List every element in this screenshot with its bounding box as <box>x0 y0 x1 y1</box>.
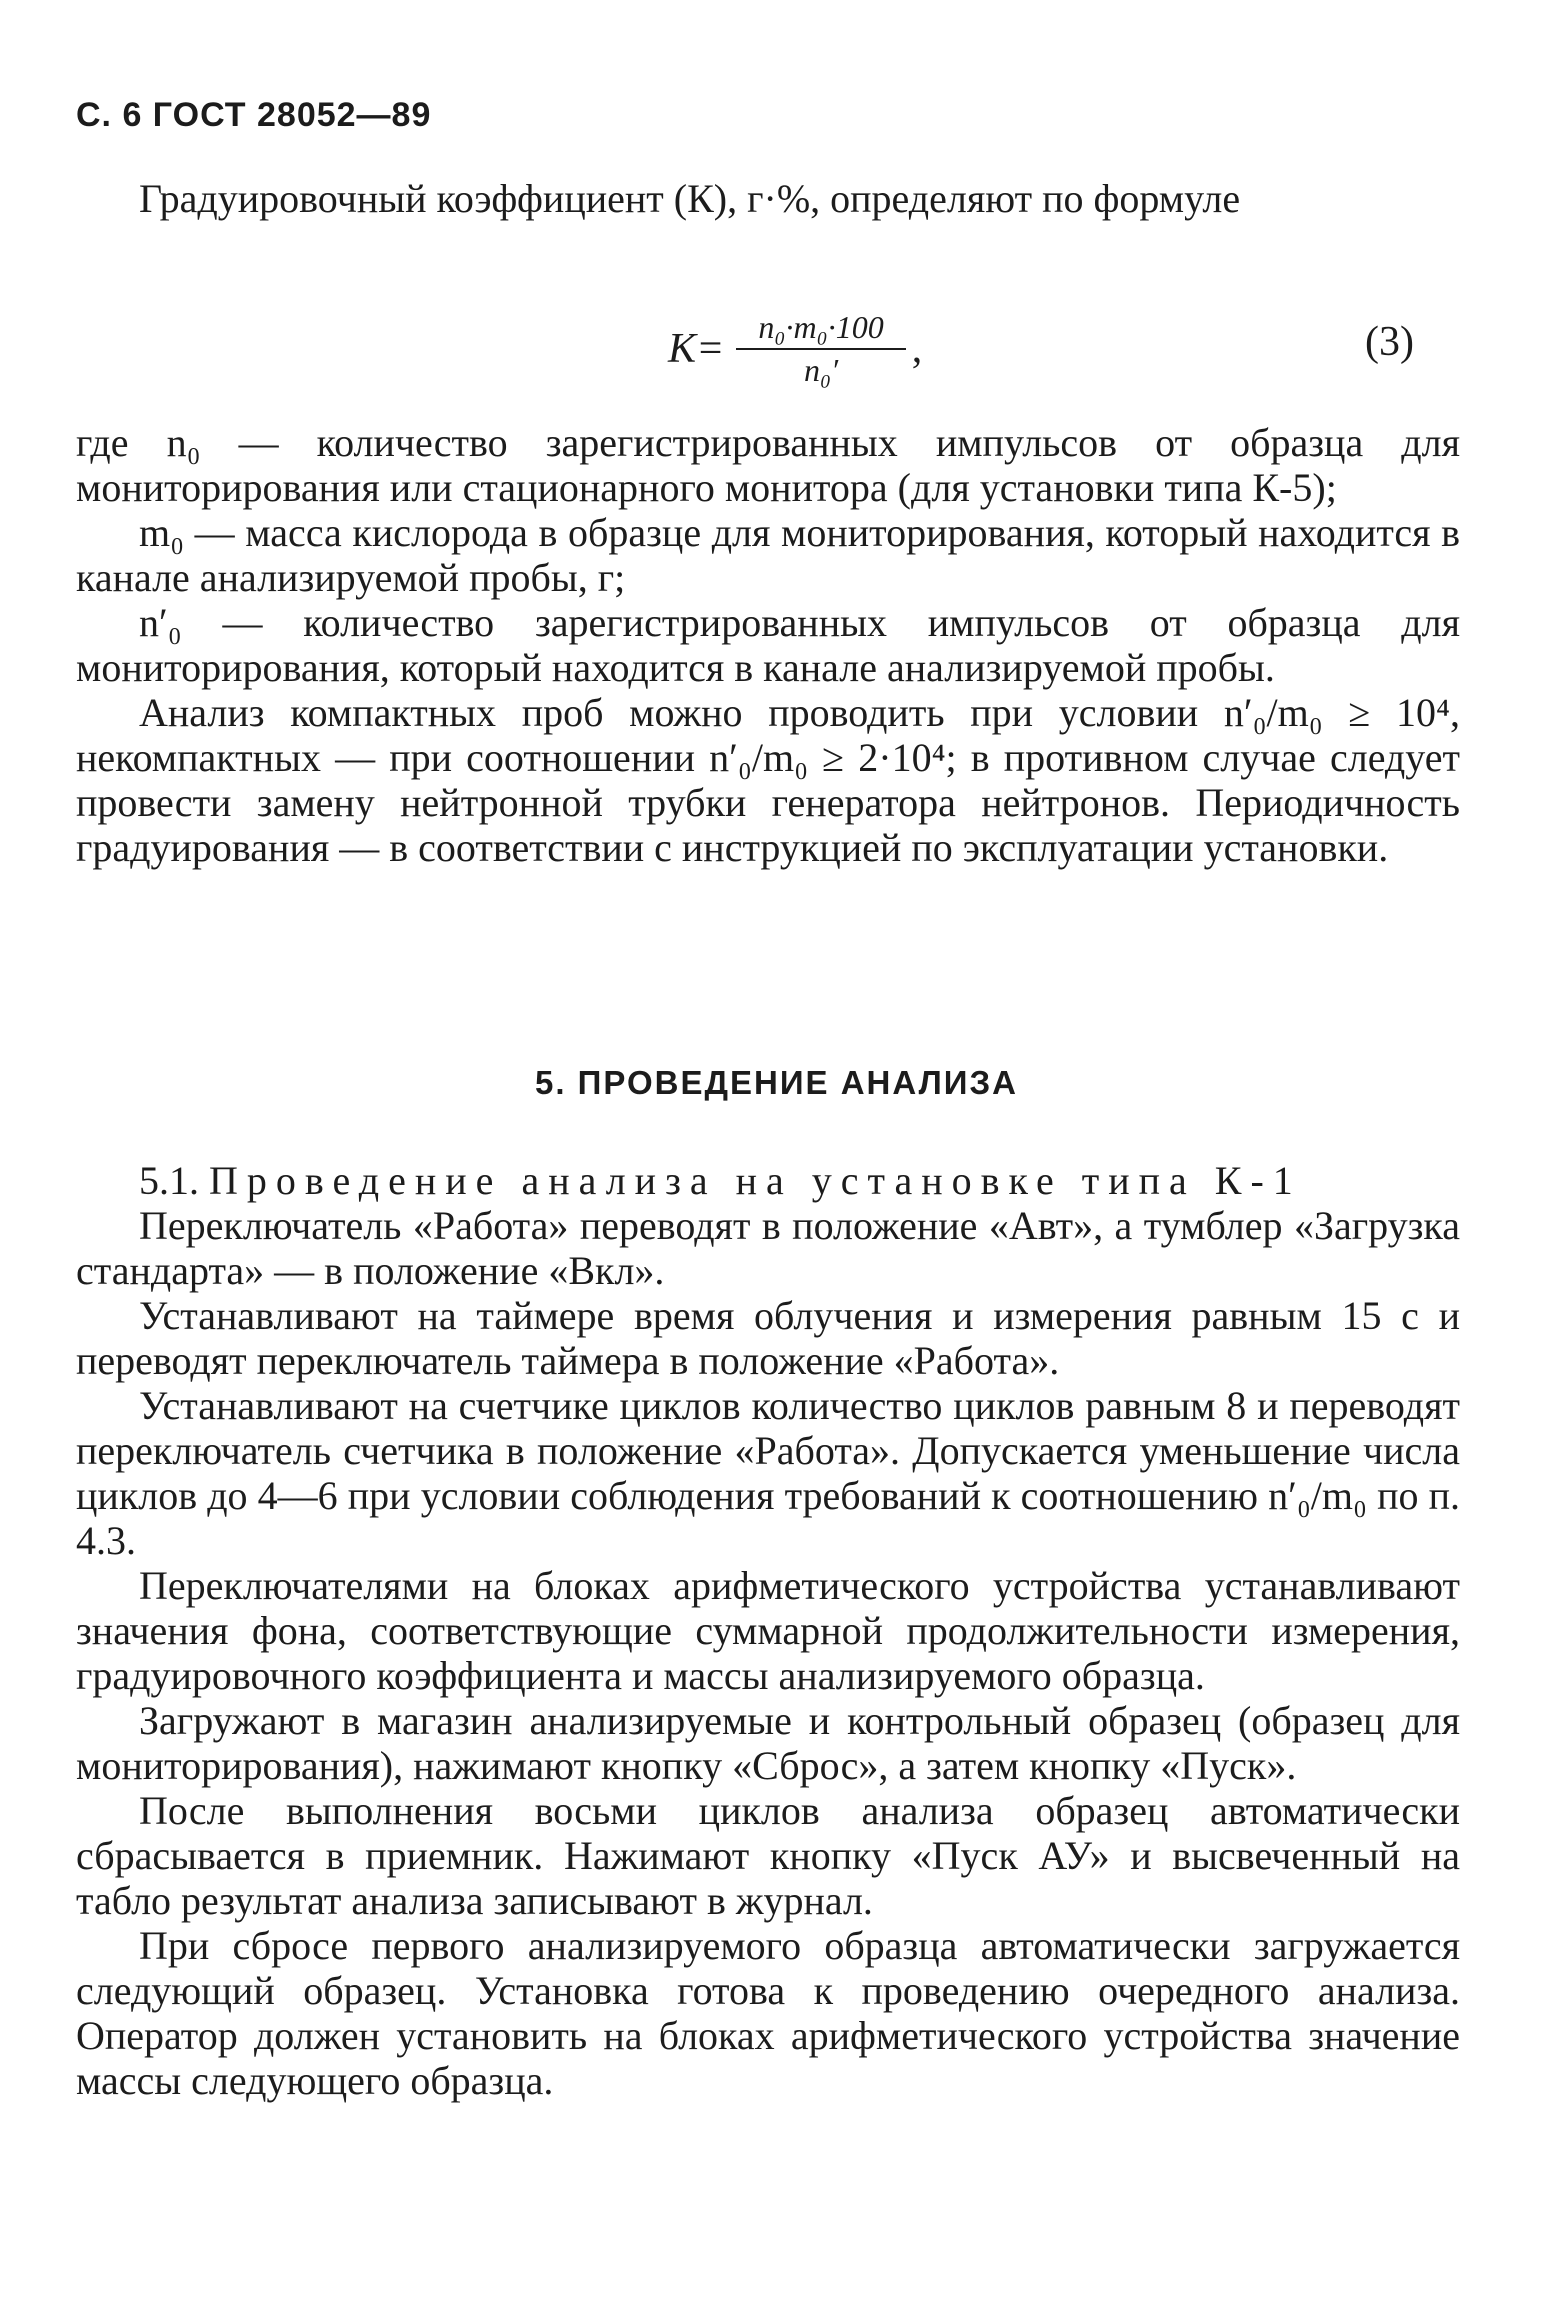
formula-block <box>76 296 1460 416</box>
definitions-block <box>76 420 1460 870</box>
paragraph: После выполнения восьми циклов анализа образец автоматически сбрасывается в приемник. Нажимают кнопку «Пуск АУ» и высвеченный на табло результат анализа записывают в журнал. <box>76 1788 1460 1923</box>
definition-n0-prime: n′₀ — количество зарегистрированных импульсов от образца для мониторирования, который находится в канале анализируемой пробы. <box>76 600 1460 690</box>
paragraph: При сбросе первого анализируемого образца автоматически загружается следующий образец. Установка готова к проведению очередного анализа. Оператор должен установить на блоках арифметического устройства значение массы следующего образца. <box>76 1923 1460 2103</box>
subsection-number: 5.1. <box>139 1158 199 1203</box>
paragraph: Устанавливают на счетчике циклов количество циклов равным 8 и переводят переключатель счетчика в положение «Работа». Допускается уменьшение числа циклов до 4—6 при условии соблюдения требований к соотношению n′₀/m₀ по п. 4.3. <box>76 1383 1460 1563</box>
formula-trailing: , <box>911 326 923 372</box>
section-heading: 5. ПРОВЕДЕНИЕ АНАЛИЗА <box>534 1064 1019 1101</box>
formula-denominator: n₀′ <box>803 352 839 388</box>
formula <box>668 308 922 390</box>
paragraph: Устанавливают на таймере время облучения и измерения равным 15 с и переводят переключатель таймера в положение «Работа». <box>76 1293 1460 1383</box>
paragraph: Переключатель «Работа» переводят в положение «Авт», а тумблер «Загрузка стандарта» — в положение «Вкл». <box>76 1203 1460 1293</box>
equation-number: (3) <box>1365 319 1414 365</box>
formula-fraction <box>736 308 905 390</box>
subsection-title: Проведение анализа на установке типа К-1 <box>209 1158 1302 1203</box>
definition-n0: где n₀ — количество зарегистрированных импульсов от образца для мониторирования или стационарного монитора (для установки типа К-5); <box>76 420 1460 510</box>
paragraph: Загружают в магазин анализируемые и контрольный образец (образец для мониторирования), нажимают кнопку «Сброс», а затем кнопку «Пуск». <box>76 1698 1460 1788</box>
definition-m0: m₀ — масса кислорода в образце для мониторирования, который находится в канале анализируемой пробы, г; <box>76 510 1460 600</box>
subsection-heading <box>76 1158 1460 1203</box>
section-body <box>76 1158 1460 2103</box>
formula-numerator: n₀·m₀·100 <box>736 308 905 350</box>
formula-lhs: K= <box>668 326 725 372</box>
intro-paragraph: Градуировочный коэффициент (К), г·%, определяют по формуле <box>139 176 1241 221</box>
paragraph: Переключателями на блоках арифметического устройства устанавливают значения фона, соответствующие суммарной продолжительности измерения, градуировочного коэффициента и массы анализируемого образца. <box>76 1563 1460 1698</box>
conditions-paragraph: Анализ компактных проб можно проводить при условии n′₀/m₀ ≥ 10⁴, некомпактных — при соотношении n′₀/m₀ ≥ 2·10⁴; в противном случае следует провести замену нейтронной трубки генератора нейтронов. Периодичность градуирования — в соответствии с инструкцией по эксплуатации установки. <box>76 690 1460 870</box>
running-header: С. 6 ГОСТ 28052—89 <box>76 96 432 134</box>
